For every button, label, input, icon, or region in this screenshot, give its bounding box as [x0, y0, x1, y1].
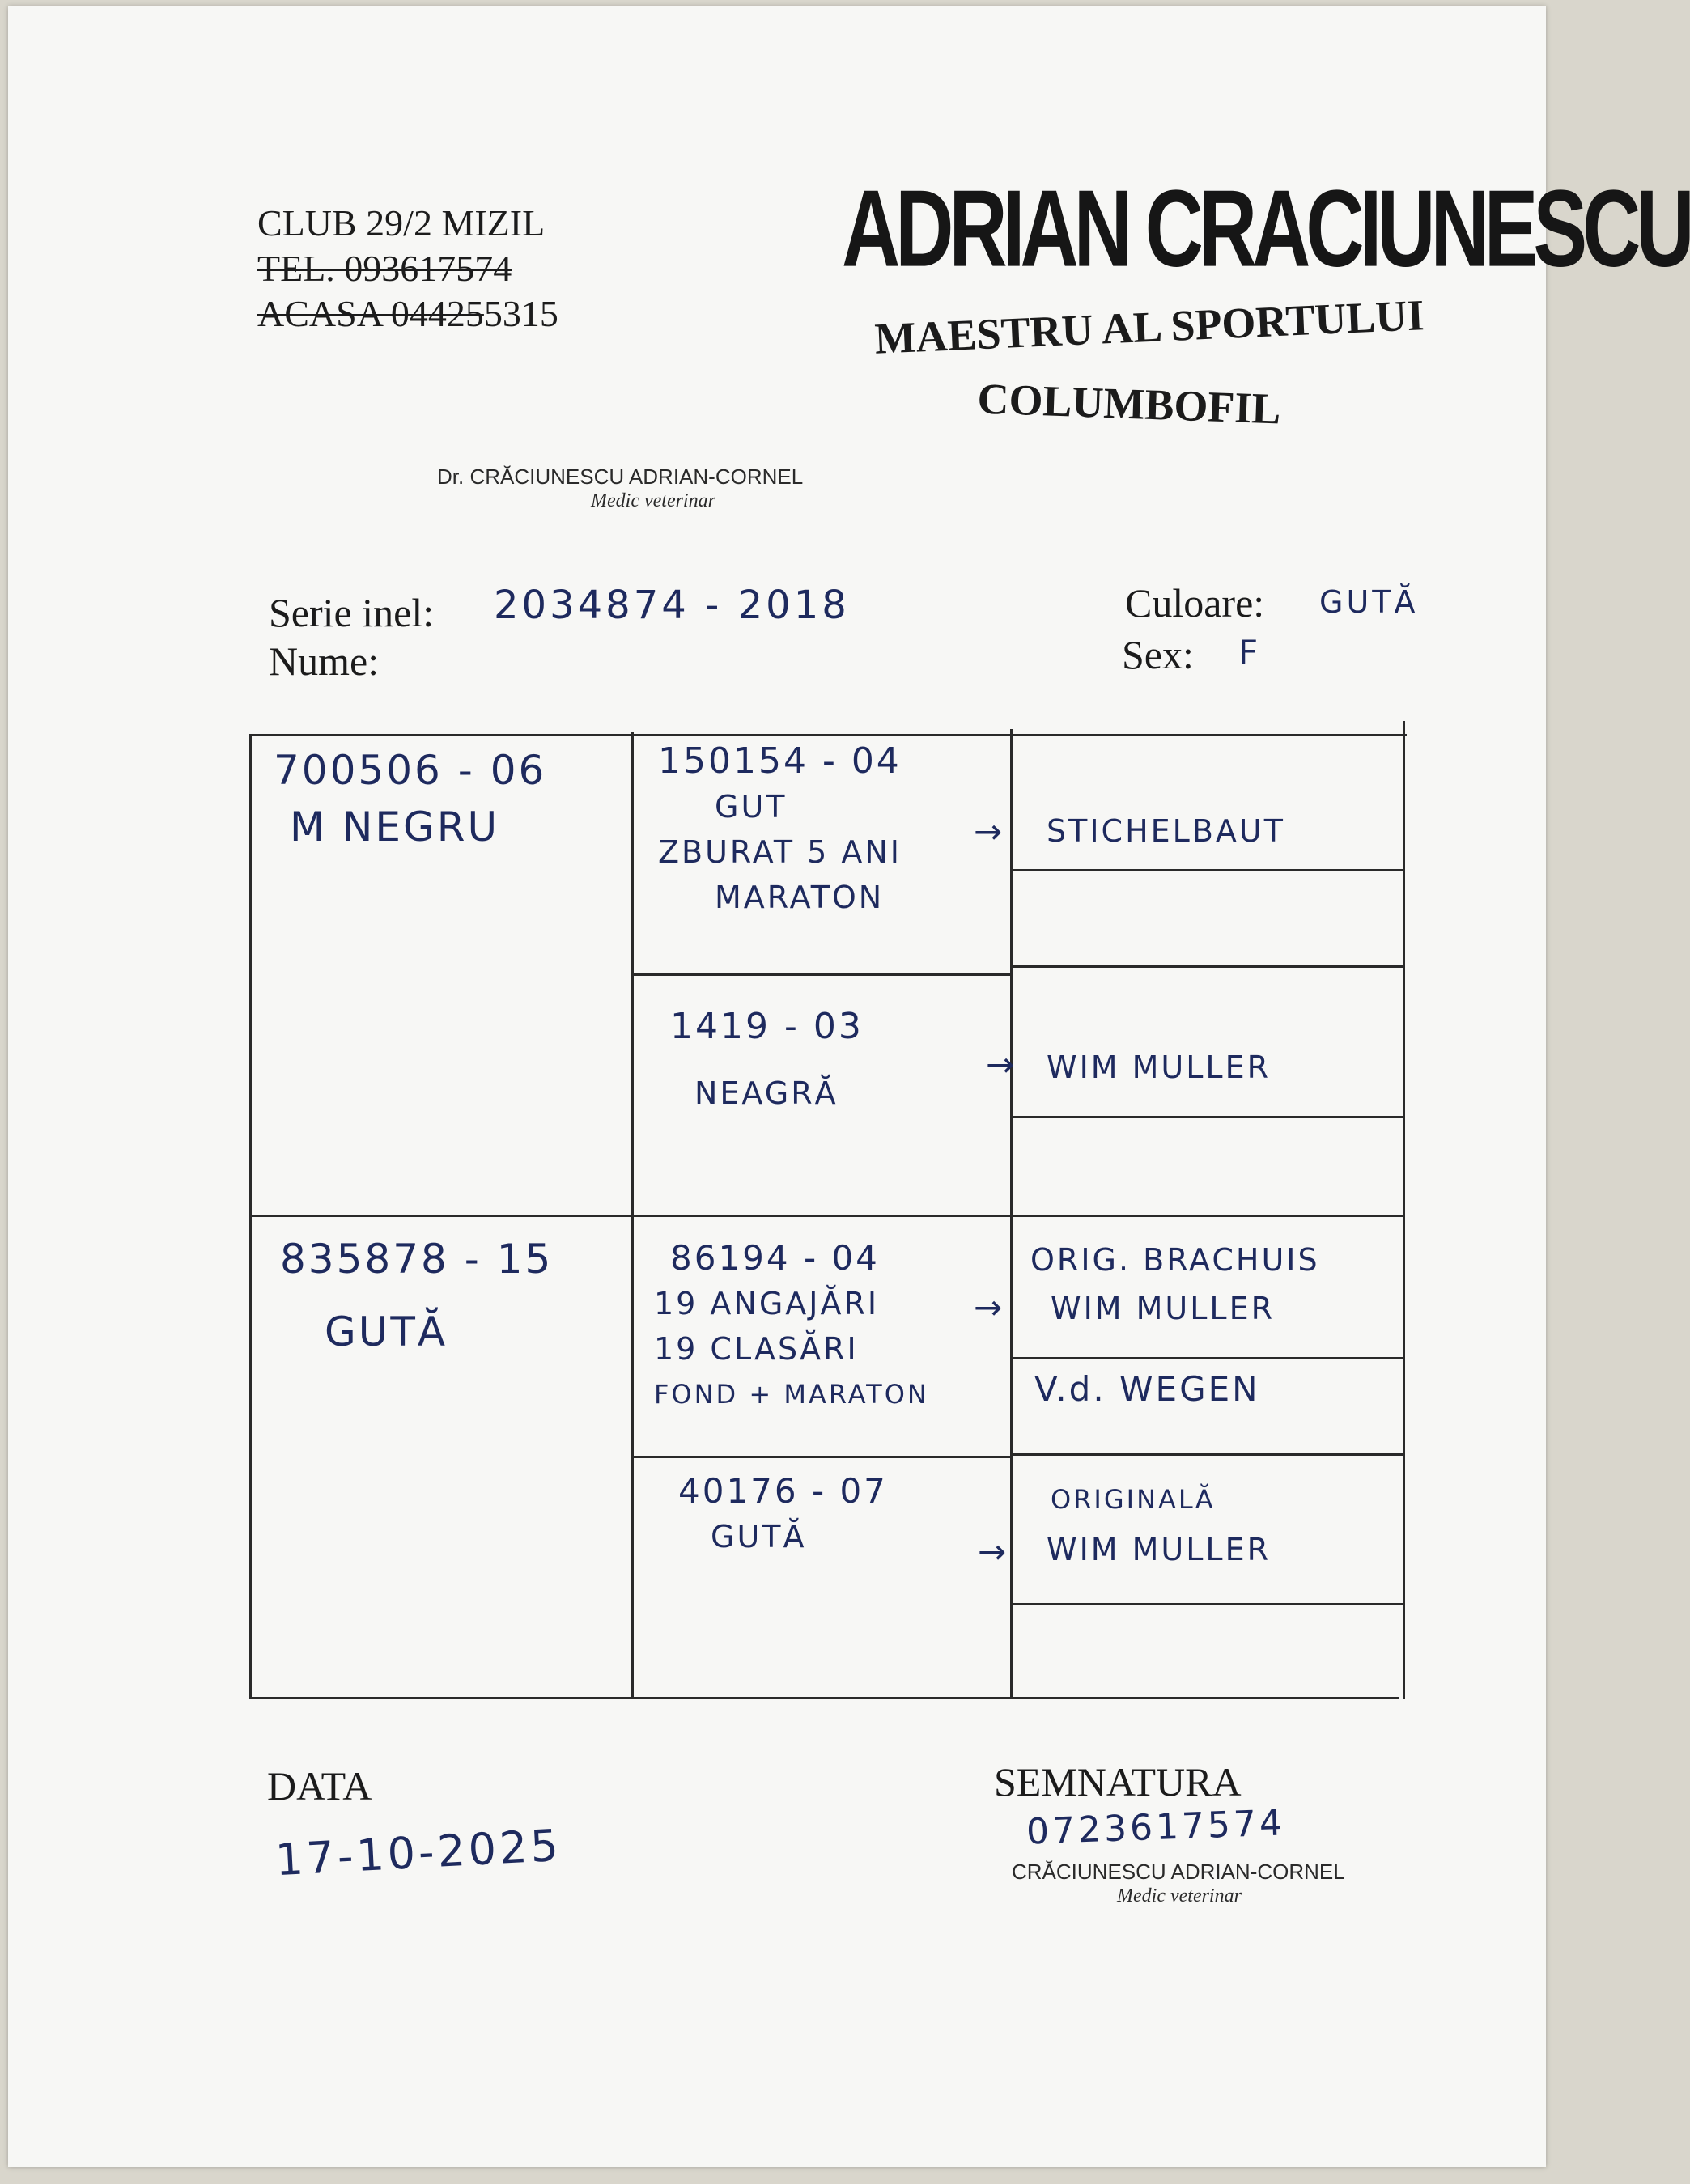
arrow-icon: → [974, 812, 1005, 851]
granddam-2-cell [678, 1469, 888, 1559]
club-info [257, 201, 558, 337]
table-border-bottom [249, 1697, 1399, 1699]
arrow-icon: → [986, 1045, 1017, 1084]
great-grandparent-5-origin: ORIGINALĂ [1051, 1484, 1216, 1515]
table-border-right [1403, 721, 1405, 1699]
grandsire-1-ring: 150154 - 04 [658, 740, 902, 782]
date-label: DATA [267, 1763, 372, 1809]
dam-ring: 835878 - 15 [280, 1236, 554, 1283]
vet-stamp-top [437, 464, 803, 513]
sire-ring: 700506 - 06 [274, 747, 547, 794]
dam-cell [280, 1231, 553, 1360]
pedigree-table [249, 721, 1407, 1700]
great-grandparent-1: STICHELBAUT [1047, 813, 1285, 849]
row-divider-col3-3 [1010, 1116, 1405, 1118]
vet-stamp-bottom-name: CRĂCIUNESCU ADRIAN-CORNEL [1012, 1860, 1345, 1884]
sire-cell [274, 742, 546, 855]
pedigree-sheet [8, 6, 1690, 2167]
row-divider-main [249, 1215, 1405, 1217]
vet-stamp-bottom [1012, 1860, 1345, 1908]
great-grandparent-4: V.d. WEGEN [1034, 1369, 1260, 1409]
grandsire-1-cell [658, 739, 902, 920]
arrow-icon: → [974, 1287, 1005, 1327]
grandsire-2-placings: 19 CLASĂRI [654, 1331, 859, 1367]
sire-desc: M NEGRU [290, 804, 500, 850]
grandsire-1-race: MARATON [715, 880, 885, 915]
club-tel: TEL. 093617574 [257, 248, 512, 289]
vet-stamp-name: Dr. CRĂCIUNESCU ADRIAN-CORNEL [437, 464, 804, 489]
sex-value: F [1238, 633, 1262, 672]
row-divider-col3-2 [1010, 965, 1405, 968]
club-home-phone: ACASA 044255315 [257, 293, 558, 334]
row-divider-col3-4 [1010, 1357, 1405, 1359]
granddam-1-color: NEAGRĂ [694, 1075, 839, 1111]
ring-value: 2034874 - 2018 [494, 583, 850, 628]
color-label: Culoare: [1125, 580, 1265, 626]
sex-label: Sex: [1122, 632, 1194, 677]
granddam-1-cell [670, 1004, 864, 1116]
grandsire-1-note: ZBURAT 5 ANI [658, 834, 902, 870]
grandsire-2-entries: 19 ANGAJĂRI [654, 1286, 880, 1321]
name-label: Nume: [269, 638, 380, 684]
great-grandparent-2: WIM MULLER [1047, 1050, 1271, 1085]
grandsire-2-cell [654, 1236, 929, 1417]
color-value: GUTĂ [1319, 584, 1419, 620]
row-divider-col3-5 [1010, 1453, 1405, 1456]
row-divider-col2-top [631, 973, 1012, 976]
vet-stamp-bottom-role: Medic veterinar [1117, 1885, 1242, 1906]
row-divider-col2-bottom [631, 1456, 1012, 1458]
granddam-2-color: GUTĂ [711, 1519, 807, 1554]
breeder-title-line1: MAESTRU AL SPORTULUI [873, 290, 1425, 363]
granddam-2-ring: 40176 - 07 [678, 1471, 888, 1511]
date-value: 17-10-2025 [274, 1819, 563, 1886]
great-grandparent-3-origin: ORIG. BRACHUIS [1030, 1242, 1320, 1278]
table-border-top [249, 734, 1407, 736]
grandsire-2-race: FOND + MARATON [654, 1379, 929, 1410]
grandsire-2-ring: 86194 - 04 [670, 1238, 880, 1278]
row-divider-col3-1 [1010, 869, 1405, 871]
dam-desc: GUTĂ [325, 1308, 448, 1355]
signature-label: SEMNATURA [994, 1759, 1242, 1804]
arrow-icon: → [978, 1532, 1009, 1571]
ring-label: Serie inel: [269, 590, 435, 635]
great-grandparent-5: WIM MULLER [1047, 1532, 1271, 1567]
club-name: CLUB 29/2 MIZIL [257, 202, 546, 244]
granddam-1-ring: 1419 - 03 [670, 1006, 864, 1047]
vet-stamp-role: Medic veterinar [591, 490, 715, 511]
row-divider-col3-6 [1010, 1603, 1405, 1605]
breeder-name: ADRIAN CRACIUNESCU [842, 168, 1690, 290]
breeder-title-line2: COLUMBOFIL [976, 374, 1282, 434]
signature-phone: 0723617574 [1025, 1802, 1286, 1853]
great-grandparent-3: WIM MULLER [1051, 1291, 1275, 1326]
grandsire-1-color: GUT [715, 789, 788, 825]
